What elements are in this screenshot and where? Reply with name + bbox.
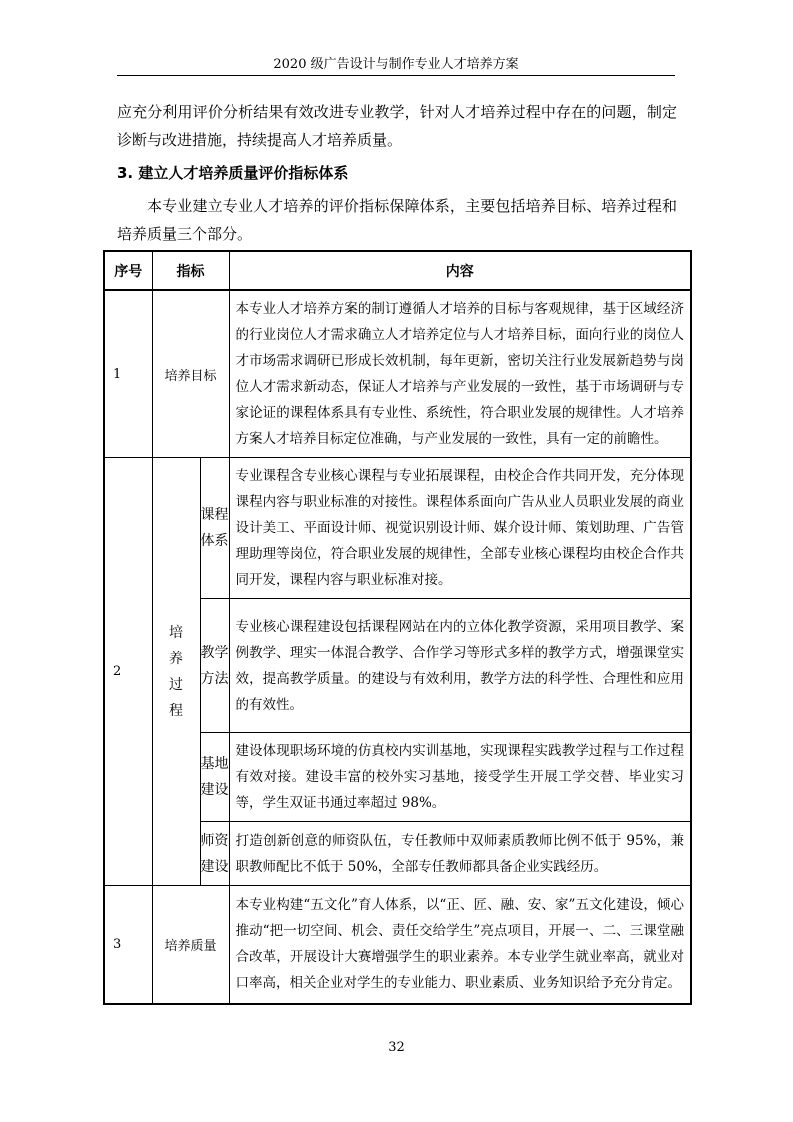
section-paragraph: 本专业建立专业人才培养的评价指标保障体系，主要包括培养目标、培养过程和培养质量三个部分。	[117, 197, 677, 243]
row-number: 2	[104, 458, 152, 886]
row-number: 1	[104, 290, 152, 458]
running-header: 2020 级广告设计与制作专业人才培养方案	[273, 57, 519, 72]
page-number: 32	[388, 1040, 405, 1055]
sub-indicator-label: 课程 体系	[200, 458, 229, 599]
row-content: 本专业构建“五文化”育人体系，以“正、匠、融、安、家”五文化建设，倾心推动“把一切空间、机会、责任交给学生”亮点项目，开展一、二、三课堂融合改革，开展设计大赛增强学生的职业素养。本专业学生就业率高，就业对口率高，相关企业对学生的专业能力、职业素质、业务知识给予充分肯定。	[229, 886, 691, 1004]
indicator-label-vertical: 培 养 过 程	[152, 458, 200, 886]
header-num: 序号	[104, 251, 152, 290]
row-content: 本专业人才培养方案的制订遵循人才培养的目标与客观规律，基于区域经济的行业岗位人才需求确立人才培养定位与人才培养目标，面向行业的岗位人才市场需求调研已形成长效机制，每年更新，密切关注行业发展新趋势与岗位人才需求新动态，保证人才培养与产业发展的一致性，基于市场调研与专家论证的课程体系具有专业性、系统性，符合职业发展的规律性。人才培养方案人才培养目标定位准确，与产业发展的一致性，具有一定的前瞻性。	[229, 290, 691, 458]
intro-paragraph: 应充分利用评价分析结果有效改进专业教学，针对人才培养过程中存在的问题，制定诊断与改进措施，持续提高人才培养质量。	[117, 103, 677, 149]
table-row	[104, 458, 691, 599]
header-indicator: 指标	[152, 251, 229, 290]
header-content: 内容	[229, 251, 691, 290]
row-number: 3	[104, 886, 152, 1004]
row-content: 建设体现职场环境的仿真校内实训基地，实现课程实践教学过程与工作过程有效对接。建设丰富的校外实习基地，接受学生开展工学交替、毕业实习等，学生双证书通过率超过 98%。	[229, 733, 691, 822]
table-row	[104, 886, 691, 1004]
sub-indicator-label: 师资 建设	[200, 822, 229, 886]
table-header-row	[104, 251, 691, 290]
sub-indicator-label: 教学 方法	[200, 599, 229, 733]
row-content: 专业核心课程建设包括课程网站在内的立体化教学资源，采用项目教学、案例教学、理实一体混合教学、合作学习等形式多样的教学方式，增强课堂实效，提高教学质量。的建设与有效利用，教学方法的科学性、合理性和应用的有效性。	[229, 599, 691, 733]
indicator-label: 培养目标	[152, 290, 229, 458]
evaluation-indicator-table	[103, 250, 692, 1005]
sub-indicator-label: 基地 建设	[200, 733, 229, 822]
section-heading: 3. 建立人才培养质量评价指标体系	[117, 164, 349, 182]
row-content: 打造创新创意的师资队伍，专任教师中双师素质教师比例不低于 95%，兼职教师配比不低于 50%，全部专任教师都具备企业实践经历。	[229, 822, 691, 886]
row-content: 专业课程含专业核心课程与专业拓展课程，由校企合作共同开发，充分体现课程内容与职业标准的对接性。课程体系面向广告从业人员职业发展的商业设计美工、平面设计师、视觉识别设计师、媒介设计师、策划助理、广告管理助理等岗位，符合职业发展的规律性，全部专业核心课程均由校企合作共同开发，课程内容与职业标准对接。	[229, 458, 691, 599]
header-rule	[117, 75, 675, 76]
table-row	[104, 290, 691, 458]
indicator-label: 培养质量	[152, 886, 229, 1004]
